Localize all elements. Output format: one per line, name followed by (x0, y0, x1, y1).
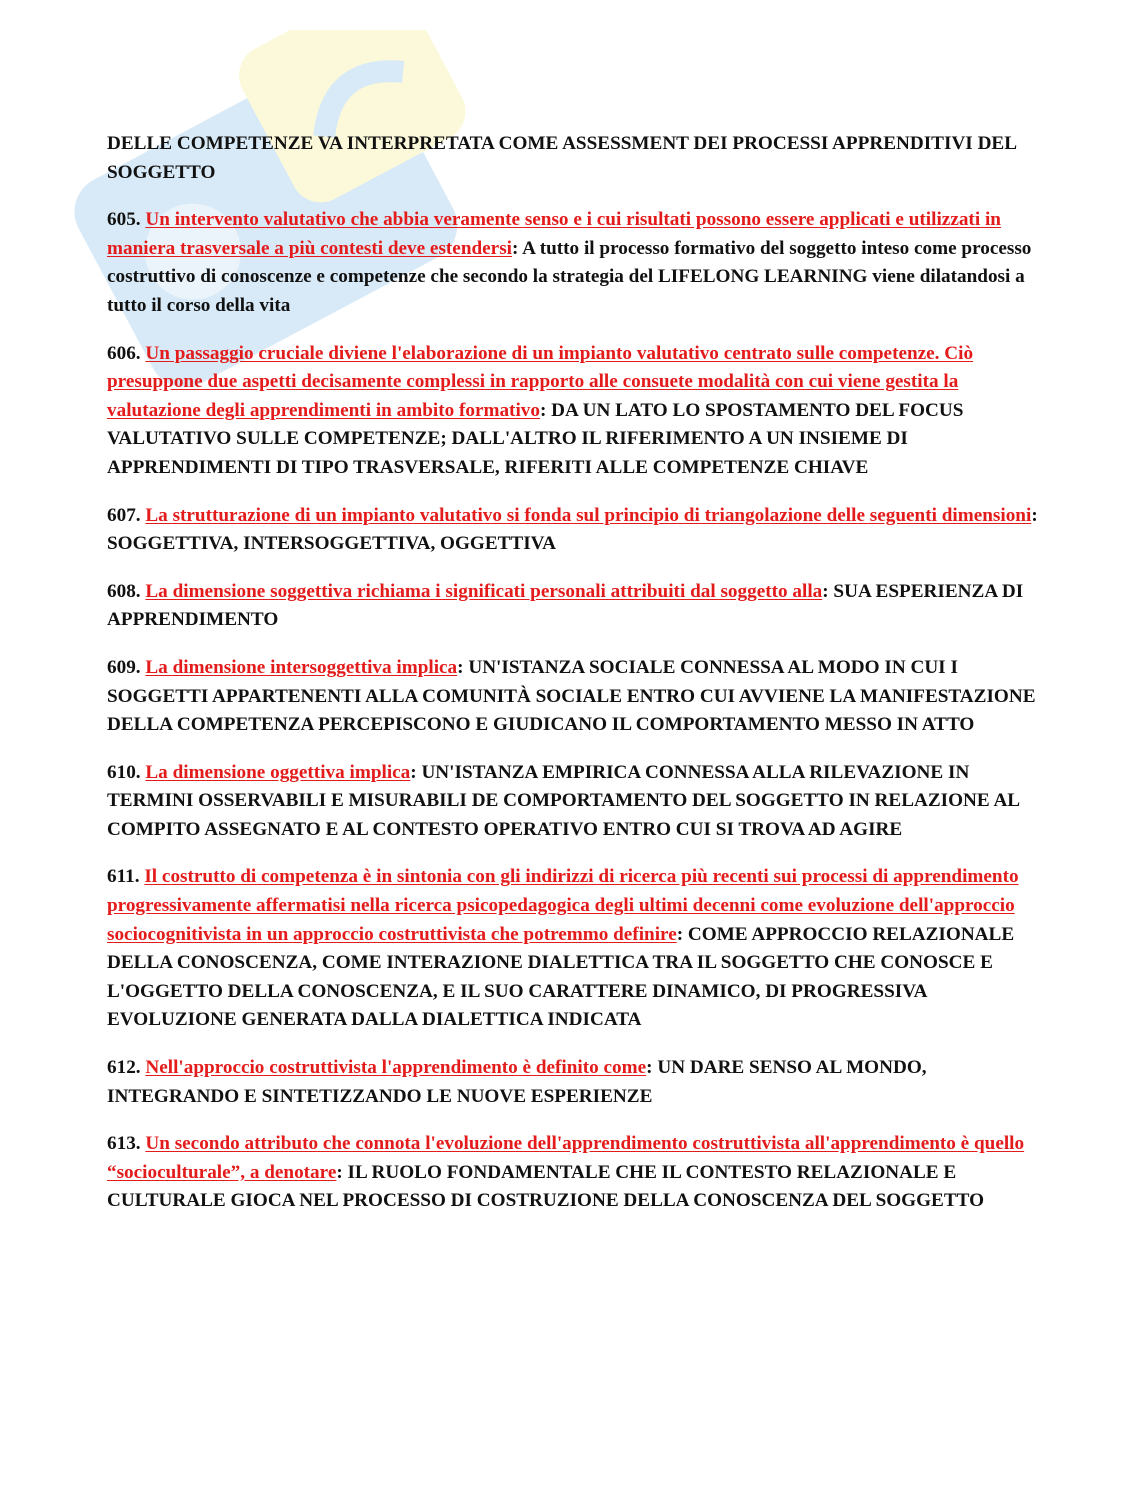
item-question: Un intervento valutativo che abbia veramente senso e i cui risultati possono essere applicati e utilizzati in maniera trasversale a più contesti deve estendersi (107, 209, 1001, 259)
item-answer: : A tutto il processo formativo del soggetto inteso come processo costruttivo di conoscenze e competenze che secondo la strategia del LIFELONG LEARNING viene dilatandosi a tutto il corso della vita (107, 237, 1032, 316)
item-answer: : SOGGETTIVA, INTERSOGGETTIVA, OGGETTIVA (107, 504, 1038, 555)
document-body (107, 130, 1042, 1235)
list-item (107, 863, 1042, 1035)
item-answer: : UN DARE SENSO AL MONDO, INTEGRANDO E SINTETIZZANDO LE NUOVE ESPERIENZE (107, 1057, 927, 1107)
item-number: 607. (107, 504, 141, 526)
item-answer: : UN'ISTANZA EMPIRICA CONNESSA ALLA RILEVAZIONE IN TERMINI OSSERVABILI E MISURABILI DE COMPORTAMENTO DEL SOGGETTO IN RELAZIONE AL COMPITO ASSEGNATO E AL CONTESTO OPERATIVO ENTRO CUI SI TROVA AD AGIRE (107, 761, 1020, 840)
item-number: 606. (107, 342, 141, 364)
item-number: 611. (107, 866, 140, 888)
list-item (107, 1054, 1042, 1111)
list-item (107, 502, 1042, 559)
item-answer: : SUA ESPERIENZA DI APPRENDIMENTO (107, 580, 1024, 631)
item-answer: : IL RUOLO FONDAMENTALE CHE IL CONTESTO RELAZIONALE E CULTURALE GIOCA NEL PROCESSO DI COSTRUZIONE DELLA CONOSCENZA DEL SOGGETTO (107, 1161, 984, 1212)
item-number: 608. (107, 580, 141, 602)
item-question: Nell'approccio costruttivista l'apprendimento è definito come (145, 1057, 647, 1079)
list-item (107, 759, 1042, 845)
intro-paragraph: DELLE COMPETENZE VA INTERPRETATA COME ASSESSMENT DEI PROCESSI APPRENDITIVI DEL SOGGETTO (107, 133, 1016, 183)
list-item (107, 206, 1042, 320)
item-question: La dimensione soggettiva richiama i significati personali attribuiti dal soggetto alla (145, 580, 823, 602)
item-answer: : COME APPROCCIO RELAZIONALE DELLA CONOSCENZA, COME INTERAZIONE DIALETTICA TRA IL SOGGETTO CHE CONOSCE E L'OGGETTO DELLA CONOSCENZA, E IL SUO CARATTERE DINAMICO, DI PROGRESSIVA EVOLUZIONE GENERATA DALLA DIALETTICA INDICATA (107, 923, 1015, 1031)
item-question: La strutturazione di un impianto valutativo si fonda sul principio di triangolazione delle seguenti dimensioni (145, 504, 1032, 526)
list-item (107, 1130, 1042, 1216)
list-item (107, 654, 1042, 740)
item-question: Un passaggio cruciale diviene l'elaborazione di un impianto valutativo centrato sulle competenze. Ciò presuppone due aspetti decisamente complessi in rapporto alle consuete modalità con cui viene gestita la valutazione degli apprendimenti in ambito formativo (107, 342, 974, 421)
list-item (107, 340, 1042, 483)
item-number: 605. (107, 209, 141, 231)
list-item (107, 578, 1042, 635)
item-number: 610. (107, 761, 141, 783)
item-question: La dimensione oggettiva implica (145, 761, 411, 783)
item-answer: : UN'ISTANZA SOCIALE CONNESSA AL MODO IN CUI I SOGGETTI APPARTENENTI ALLA COMUNITÀ SOCIALE ENTRO CUI AVVIENE LA MANIFESTAZIONE DELLA COMPETENZA PERCEPISCONO E GIUDICANO IL COMPORTAMENTO MESSO IN ATTO (107, 656, 1036, 736)
item-question: Un secondo attributo che connota l'evoluzione dell'apprendimento costruttivista all'apprendimento è quello “socioculturale”, a denotare (107, 1133, 1025, 1183)
item-answer: : DA UN LATO LO SPOSTAMENTO DEL FOCUS VALUTATIVO SULLE COMPETENZE; DALL'ALTRO IL RIFERIMENTO A UN INSIEME DI APPRENDIMENTI DI TIPO TRASVERSALE, RIFERITI ALLE COMPETENZE CHIAVE (107, 399, 964, 478)
item-question: Il costrutto di competenza è in sintonia con gli indirizzi di ricerca più recenti sui processi di apprendimento progressivamente affermatisi nella ricerca psicopedagogica degli ultimi decenni come evoluzione dell'approccio sociocognitivista in un approccio costruttivista che potremmo definire (107, 866, 1019, 945)
item-number: 612. (107, 1057, 141, 1079)
item-number: 609. (107, 656, 141, 678)
item-number: 613. (107, 1133, 141, 1155)
item-question: La dimensione intersoggettiva implica (145, 656, 458, 678)
